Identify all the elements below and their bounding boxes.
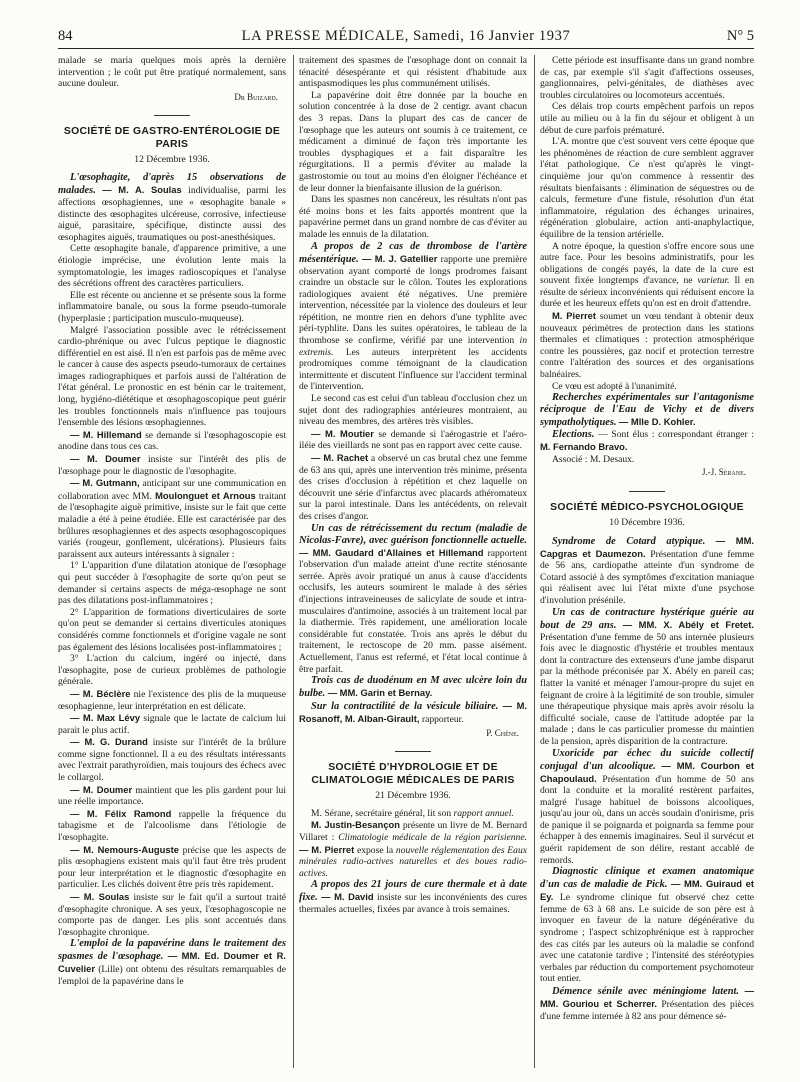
- communication-title: Recherches expérimentales sur l'antagonisme réciproque de l'Eau de Vichy et de divers sympatholytiques.: [540, 392, 754, 429]
- discussion-paragraph: [58, 844, 286, 891]
- column-divider: [534, 55, 535, 1068]
- paragraph-text: expose la: [356, 844, 394, 856]
- paragraph: 2° L'apparition de formations diverticulaires de sorte qu'on peut se demander si certains diverticules atoniques considérés comme fonctionnels et d'origine vagale ne sont pas également des lésions localisées post-inflammatoires ;: [58, 606, 286, 653]
- paragraph-text: signale que le lactate de calcium lui parait le plus actif.: [58, 713, 286, 736]
- author-name: — M. Béclère: [70, 687, 131, 699]
- header-rule: [58, 48, 754, 49]
- author-name: — M. Rachet: [311, 452, 369, 463]
- communication-paragraph: [540, 748, 754, 867]
- communication-paragraph: [58, 938, 286, 987]
- paragraph: 3° L'action du calcium, ingéré ou injecté, dans l'œsophagite, pose de curieux problèmes de pathologie générale.: [58, 653, 286, 688]
- signature: Dr Buizard.: [234, 91, 278, 102]
- paragraph-text: précise que les aspects de plis œsophagiens existent mais qu'il faut être très prudent pour leur interprétation et le diagnostic d'œsophagite en particulier. Les clichés doivent être pris très rapidement.: [58, 844, 286, 891]
- discussion-paragraph: [58, 891, 286, 938]
- author-name: — M. Doumer: [70, 783, 133, 795]
- paragraph-text: a observé un cas brutal chez une femme de 63 ans qui, après une intervention très minime, présenta des crises d'occlusion à répétition et chez laquelle on découvrit une série d'infarctus avec placards athéromateux sur la paroi intestinale. Dans les antécédents, on relevait des crises d'angor.: [299, 453, 527, 522]
- communication-title: A propos de 2 cas de thrombose de l'artère mésentérique.: [299, 240, 527, 265]
- paragraph-text: Il en résulte de sérieux inconvénients qui réduisent encore la durée et les heureux effets qu'on est en droit d'attendre.: [540, 275, 754, 310]
- section-title: SOCIÉTÉ D'HYDROLOGIE ET DE CLIMATOLOGIE MÉDICALES DE PARIS: [311, 762, 515, 787]
- paragraph: [540, 241, 754, 311]
- paragraph-text: Présentation d'une femme de 56 ans, cardiopathe atteinte d'un syndrome de Cotard associé à des symptômes d'excitation maniaque qui réalisent avec lui l'état mixte d'une psychose d'involution présénile.: [540, 548, 754, 606]
- author-name: M. Justin-Besançon: [311, 819, 400, 831]
- journal-title: LA PRESSE MÉDICALE, Samedi, 16 Janvier 1937: [241, 28, 571, 44]
- paragraph-text: maintient que les plis gardent pour lui une réelle importance.: [58, 784, 286, 808]
- communication-paragraph: [299, 241, 527, 394]
- section-date: 12 Décembre 1936.: [134, 154, 210, 166]
- issue-number: N° 5: [726, 28, 754, 44]
- section-divider: [395, 751, 431, 752]
- paragraph-text: insiste sur les inconvénients des cures thermales actuelles, fixées par avance à trois semaines.: [299, 892, 527, 916]
- author-name: — MM. X. Abély et Fretet.: [622, 618, 754, 630]
- author-name: — MM. Capgras et Daumezon.: [540, 534, 754, 559]
- communication-title: Démence sénile avec méningiome latent.: [552, 986, 739, 997]
- discussion-paragraph: [58, 808, 286, 844]
- paragraph-text: soumet un vœu tendant à obtenir deux nouveaux périmètres de protection dans les stations thermales et climatiques : protection atmosphérique contre les poussières, gaz nocif et protection terrestre contre l'altération des sources et des organisations balnéaires.: [540, 311, 754, 381]
- italic-phrase: Climatologie médicale de la région parisienne.: [338, 832, 527, 844]
- discussion-paragraph: [58, 477, 286, 560]
- communication-title: L'œsophagite, d'après 15 observations de malades.: [58, 171, 286, 196]
- paragraph-text: insiste sur l'intérêt des plis de l'œsophage pour le diagnostic de l'œsophagite.: [58, 454, 286, 477]
- paragraph-text: Présentation des pièces d'une femme internée à 82 ans pour démence sé-: [540, 999, 754, 1022]
- paragraph-text: rapporteur.: [421, 714, 464, 726]
- paragraph: La papavérine doit être donnée par la bouche en solution concentrée à la dose de 2 centigr. avant chacun des 3 repas. Dans la plupart des cas de cancer de l'œsophage que les auteurs ont soumis à ce traitement, ce médicament a diminué de façon très importante les troubles dysphagiques et a fait disparaître les régurgitations. Il a permis d'éviter au malade la gastrostomie ou tout au moins d'en éloigner l'échéance et de leur donner la bienfaisante illusion de la guérison.: [299, 89, 527, 194]
- paragraph: Le second cas est celui d'un tableau d'occlusion chez un sujet dont des radiographies antérieures montraient, au niveau des membres, des artères très visibles.: [299, 393, 527, 428]
- paragraph: [299, 808, 527, 820]
- italic-phrase: nouvelle réglementation des Eaux minérales radio-actives naturelles et des boues radio-actives.: [299, 844, 527, 879]
- author-name: — M. Rosanoff, M. Alban-Girault,: [299, 700, 527, 725]
- author-name: — M. David: [321, 891, 374, 903]
- italic-phrase: in extremis.: [299, 335, 527, 358]
- paragraph: Cette période est insuffisante dans un grand nombre de cas, par exemple s'il s'agit d'affections osseuses, ganglionnaires, pelvi-génitales, de diathèses avec troubles circulatoires ou locomoteurs accentués.: [540, 55, 754, 101]
- italic-phrase: rapport annuel.: [453, 807, 514, 819]
- author-name: — MM. Guiraud et Ey.: [540, 878, 754, 903]
- paragraph: Cette œsophagite banale, d'apparence primitive, a une étiologie imprécise, une évolution lente mais la symptomatologie, les images radioscopiques et l'analyse des sécrétions offrent des caractères particuliers.: [58, 243, 286, 290]
- paragraph-text: insiste sur l'intérêt de la brûlure comme signe fonctionnel. Il a eu des résultats intéressants avec l'extrait parathyroïdien, mais toujours des échecs avec le collargol.: [58, 737, 286, 784]
- communication-title: A propos des 21 jours de cure thermale et à date fixe.: [299, 879, 527, 904]
- discussion-paragraph: [299, 819, 527, 879]
- discussion-paragraph: [540, 310, 754, 381]
- paragraph: Associé : M. Desaux.: [552, 453, 635, 465]
- paragraph-text: M. Sérane, secrétaire général, lit son: [311, 807, 452, 819]
- author-name: — M. Doumer: [70, 453, 141, 465]
- paragraph: Elle est récente ou ancienne et se présente sous la forme inflammatoire banale, ou sous la forme pseudo-tumorale (hyperplasie ; participation musculo-muqueuse).: [58, 289, 286, 324]
- author-name: — MM. Garin et Bernay.: [327, 687, 433, 699]
- author-name: M. Fernando Bravo.: [540, 441, 628, 453]
- communication-paragraph: [540, 866, 754, 985]
- communication-title: Syndrome de Cotard atypique.: [552, 535, 706, 547]
- elections-label: Elections.: [552, 429, 595, 441]
- paragraph: L'A. montre que c'est souvent vers cette époque que les phénomènes de réaction de cure semblent aggraver l'état pathologique. Ce n'est qu'après le vingt-cinquième jour qu'on commence à ressentir des résultats bienfaisants : élimination de séquestres ou de calculs, fermeture d'une fistule, résolution d'un état inflammatoire, régulation des échanges urinaires, régénération globulaire, action anti-anaphylactique, équilibre de la tension artérielle.: [540, 136, 754, 240]
- author-name: — M. J. Gatellier: [361, 252, 438, 264]
- communication-title: Trois cas de duodénum en M avec ulcère loin du bulbe.: [299, 675, 527, 700]
- discussion-paragraph: [58, 736, 286, 783]
- paragraph-text: anticipant sur une communication en collaboration avec MM.: [58, 478, 286, 502]
- paragraph-text: rapportent l'observation d'un malade atteint d'une rectite sténosante serrée. Après avoir pratiqué un anus à cause d'accidents occlusifs, les auteurs soumirent le malade à des séries d'injections intraveineuses de salicylate de soude et intra-musculaires d'antimoine, associés à un traitement local par la diathermie. Très rapidement, une amélioration locale considérable fut constatée. Trois ans après le début du traitement, le rectoscope de 20 mm. passe aisément. Actuellement, l'anus est refermé, et l'état local continue à être parfait.: [299, 547, 527, 675]
- page-number: 84: [58, 28, 73, 44]
- communication-paragraph: [540, 535, 754, 607]
- paragraph: Ces délais trop courts empêchent parfois un repos utile au milieu ou à la fin du séjour et obligent à un début de cure parfois prématuré.: [540, 101, 754, 136]
- discussion-paragraph: [58, 429, 286, 453]
- author-name: — M. A. Soulas: [102, 183, 182, 195]
- communication-title: Uxoricide par échec du suicide collectif conjugal d'un alcoolique.: [540, 747, 754, 772]
- communication-paragraph: [540, 985, 754, 1022]
- column-1: [58, 55, 286, 1068]
- paragraph-text: — Sont élus : correspondant étranger :: [598, 429, 754, 441]
- elections-paragraph: [540, 429, 754, 454]
- author-name: Moulonguet et Arnous: [155, 489, 256, 501]
- three-column-body: [58, 55, 754, 1068]
- author-name: — MM. Courbon et Chapoulaud.: [540, 759, 754, 784]
- paragraph-text: rappelle la fréquence du tabagisme et de l'alcoolisme dans l'étiologie de l'œsophagite.: [58, 808, 286, 844]
- paragraph: Ce vœu est adopté à l'unanimité.: [552, 380, 677, 392]
- signature: J.-J. Sérane.: [701, 467, 746, 478]
- section-date: 21 Décembre 1936.: [375, 790, 451, 802]
- author-name: — Mlle D. Kohler.: [618, 416, 696, 428]
- author-name: — M. Félix Ramond: [70, 807, 172, 819]
- author-name: — MM. Gaudard d'Allaines et Hillemand: [299, 546, 484, 558]
- paragraph: traitement des spasmes de l'œsophage dont on connait la ténacité désespérante et qui résistent d'habitude aux antispasmodiques les plus communément utilisés.: [299, 55, 527, 90]
- discussion-paragraph: [58, 712, 286, 736]
- paragraph-text: se demande si l'œsophagoscopie est anodine dans tous ces cas.: [58, 429, 286, 453]
- communication-paragraph: [299, 675, 527, 700]
- author-name: — M. Nemours-Auguste: [70, 843, 179, 855]
- paragraph-text: se demande si l'aérogastrie et l'aéro-iléie des vieillards ne sont pas en rapport avec cette cause.: [299, 428, 527, 452]
- author-name: — MM. Gouriou et Scherrer.: [540, 985, 754, 1009]
- communication-title: Diagnostic clinique et examen anatomique d'un cas de maladie de Pick.: [540, 866, 754, 891]
- paragraph-text: nie l'existence des plis de la muqueuse œsophagienne, leur interprétation en est délicate.: [58, 688, 286, 712]
- paragraph: 1° L'apparition d'une dilatation atonique de l'œsophage qui peut succéder à l'œsophagite de sorte qu'on peut se demander si certains aspects de méga-œsophage ne sont pas des dilatations post-inflammatoires ;: [58, 560, 286, 607]
- author-name: — M. Hillemand: [70, 428, 142, 440]
- column-3: [540, 55, 754, 1068]
- author-name: — M. Soulas: [70, 891, 130, 902]
- column-2: [299, 55, 527, 1068]
- paragraph-text: traitant de l'œsophagite aiguë primitive, insiste sur le fait que cette maladie a été à peine étudiée. Elle est caractérisée par des brûlures œsophagiennes et des aspects œsophagoscopiques variés (rougeur, gonflement, ulcérations). Plusieurs faits paraissent aux auteurs intéressants à signaler :: [58, 490, 286, 560]
- discussion-paragraph: [58, 453, 286, 477]
- section-divider: [154, 115, 190, 116]
- paragraph: malade se maria quelques mois après la dernière intervention ; le coût put être pratiqué normalement, sans aucune douleur.: [58, 55, 286, 90]
- paragraph-text: individualise, parmi les affections œsophagiennes, une « œsophagite banale » distincte des œsophagites ulcéreuse, corrosive, infectieuse aiguë, parasitaire, spécifique, distincte aussi des œsophagites aiguës, traumatiques ou post-anesthésiques.: [58, 184, 286, 243]
- author-name: — M. Max Lévy: [70, 712, 141, 724]
- discussion-paragraph: [58, 688, 286, 712]
- paragraph-text: présente un livre de M. Bernard Villaret :: [299, 820, 527, 844]
- communication-paragraph: [299, 879, 527, 916]
- paragraph-text: rapporte une première observation ayant comporté de longs prodromes faisant craindre un obstacle sur le côlon. Toutes les explorations radiologiques avaient été négatives. Une première intervention, nécessitée par la violence des douleurs et leur répétition, ne montre rien en dehors d'une typhlite avec péri-typhlite. Dans les suites opératoires, le tableau de la thrombose se confirme, vérifié par une intervention: [299, 253, 527, 347]
- author-name: M. Pierret: [552, 310, 597, 322]
- discussion-paragraph: [299, 452, 527, 523]
- author-name: — MM. Ed. Doumer et R. Cuvelier: [58, 950, 286, 975]
- author-name: — M. Gutmann,: [70, 477, 140, 489]
- column-divider: [293, 55, 294, 1068]
- communication-paragraph: [299, 700, 527, 726]
- paragraph: Malgré l'association possible avec le rétrécissement cardio-phrénique ou avec l'ulcus peptique le diagnostic différentiel en est aisé. Il n'en est parfois pas de même avec le cancer à cause des aspects pseudo-tumoraux de certaines images radiographiques et parfois aussi de l'altération de l'état général. Le pronostic en est bénin car le traitement, long, hygiéno-diététique et œsophagoscopique peut guérir les troubles fonctionnels mais n'influence pas toujours l'ensemble des lésions œsophagiennes.: [58, 324, 286, 429]
- signature: P. Chêne.: [486, 727, 519, 738]
- communication-paragraph: [540, 607, 754, 748]
- communication-title: L'emploi de la papavérine dans le traitement des spasmes de l'œsophage.: [58, 938, 286, 963]
- italic-phrase: varietur.: [697, 275, 730, 287]
- communication-paragraph: [58, 172, 286, 243]
- section-date: 10 Décembre 1936.: [609, 517, 685, 528]
- paragraph-text: Présentation d'un homme de 50 ans dont la conduite et la moralité restèrent parfaites, malgré l'usage habituel de boissons alcooliques, jusqu'au jour où, dans un accès soudain d'onirisme, pris de panique il se poignarda et poignarda sa femme pour échapper à des ennemis imaginaires. Seul il survécut et guérit rapidement de son délire, restant accablé de remords.: [540, 773, 754, 866]
- discussion-paragraph: [299, 428, 527, 452]
- section-title: SOCIÉTÉ DE GASTRO-ENTÉROLOGIE DE PARIS: [63, 126, 281, 151]
- page-header: [58, 26, 754, 48]
- paragraph-text: A notre époque, la question s'offre encore sous une autre face. Pour les besoins administratifs, pour les obligations de congés payés, la date de la cure est souvent fixée longtemps d'avance, ne: [540, 240, 754, 287]
- author-name: — M. Pierret: [299, 843, 355, 855]
- paragraph-text: Les auteurs interprètent les accidents prodromiques comme témoignant de la claudication intermittente et discutent l'influence sur l'accident terminal de l'intervention.: [299, 346, 527, 393]
- section-title: SOCIÉTÉ MÉDICO-PSYCHOLOGIQUE: [550, 502, 744, 513]
- author-name: — M. G. Durand: [70, 736, 148, 748]
- communication-paragraph: [540, 392, 754, 429]
- section-divider: [629, 491, 665, 492]
- communication-title: Sur la contractilité de la vésicule biliaire.: [311, 701, 499, 713]
- paragraph-text: insiste sur le fait qu'il a surtout traité d'œsophagite chronique. A ses yeux, l'œsophagoscopie ne comporte pas de danger. Les plis sont accentués dans l'œsophagite chronique.: [58, 892, 286, 938]
- discussion-paragraph: [58, 784, 286, 808]
- paragraph-text: (Lille) ont obtenu des résultats remarquables de l'emploi de la papavérine dans le: [58, 964, 286, 987]
- paragraph: Dans les spasmes non cancéreux, les résultats n'ont pas été moins bons et les faits apportés montrent que la papavérine permet dans un grand nombre de cas d'éviter au malade les ennuis de la dilatation.: [299, 194, 527, 240]
- paragraph-text: Le syndrome clinique fut observé chez cette femme de 63 à 68 ans. Le suicide de son père est à invoquer en faveur de la nature dégénérative du syndrome ; l'aspect schizophrénique est à rapprocher des cas cités par les auteurs où la maladie se confond avec une catatonie tardive ; l'intensité des stéréotypies verbales par réduction du comportement psychomoteur tout entier.: [540, 892, 754, 985]
- author-name: — M. Moutier: [311, 427, 374, 439]
- communication-title: Un cas de rétrécissement du rectum (maladie de Nicolas-Favre), avec guérison fonctionnelle actuelle.: [299, 522, 527, 546]
- paragraph-text: Présentation d'une femme de 50 ans internée plusieurs fois avec le diagnostic d'hystérie et troubles mentaux dont la contracture des extenseurs d'une jambe disparut par la méthode préconisée par X. Abély en pareil cas; flatter la vanité et ménager l'amour-propre du sujet en feignant de croire à la légitimité de son trouble, simuler une thérapeutique physique mais après avoir résolu la difficulté sociale, cause de l'attitude adoptée par la malade ; dans le cas particulier promesse du maintien de la pension, après disparition de la contracture.: [540, 631, 754, 747]
- communication-title: Un cas de contracture hystérique guérie au bout de 29 ans.: [540, 606, 754, 631]
- communication-paragraph: [299, 523, 527, 676]
